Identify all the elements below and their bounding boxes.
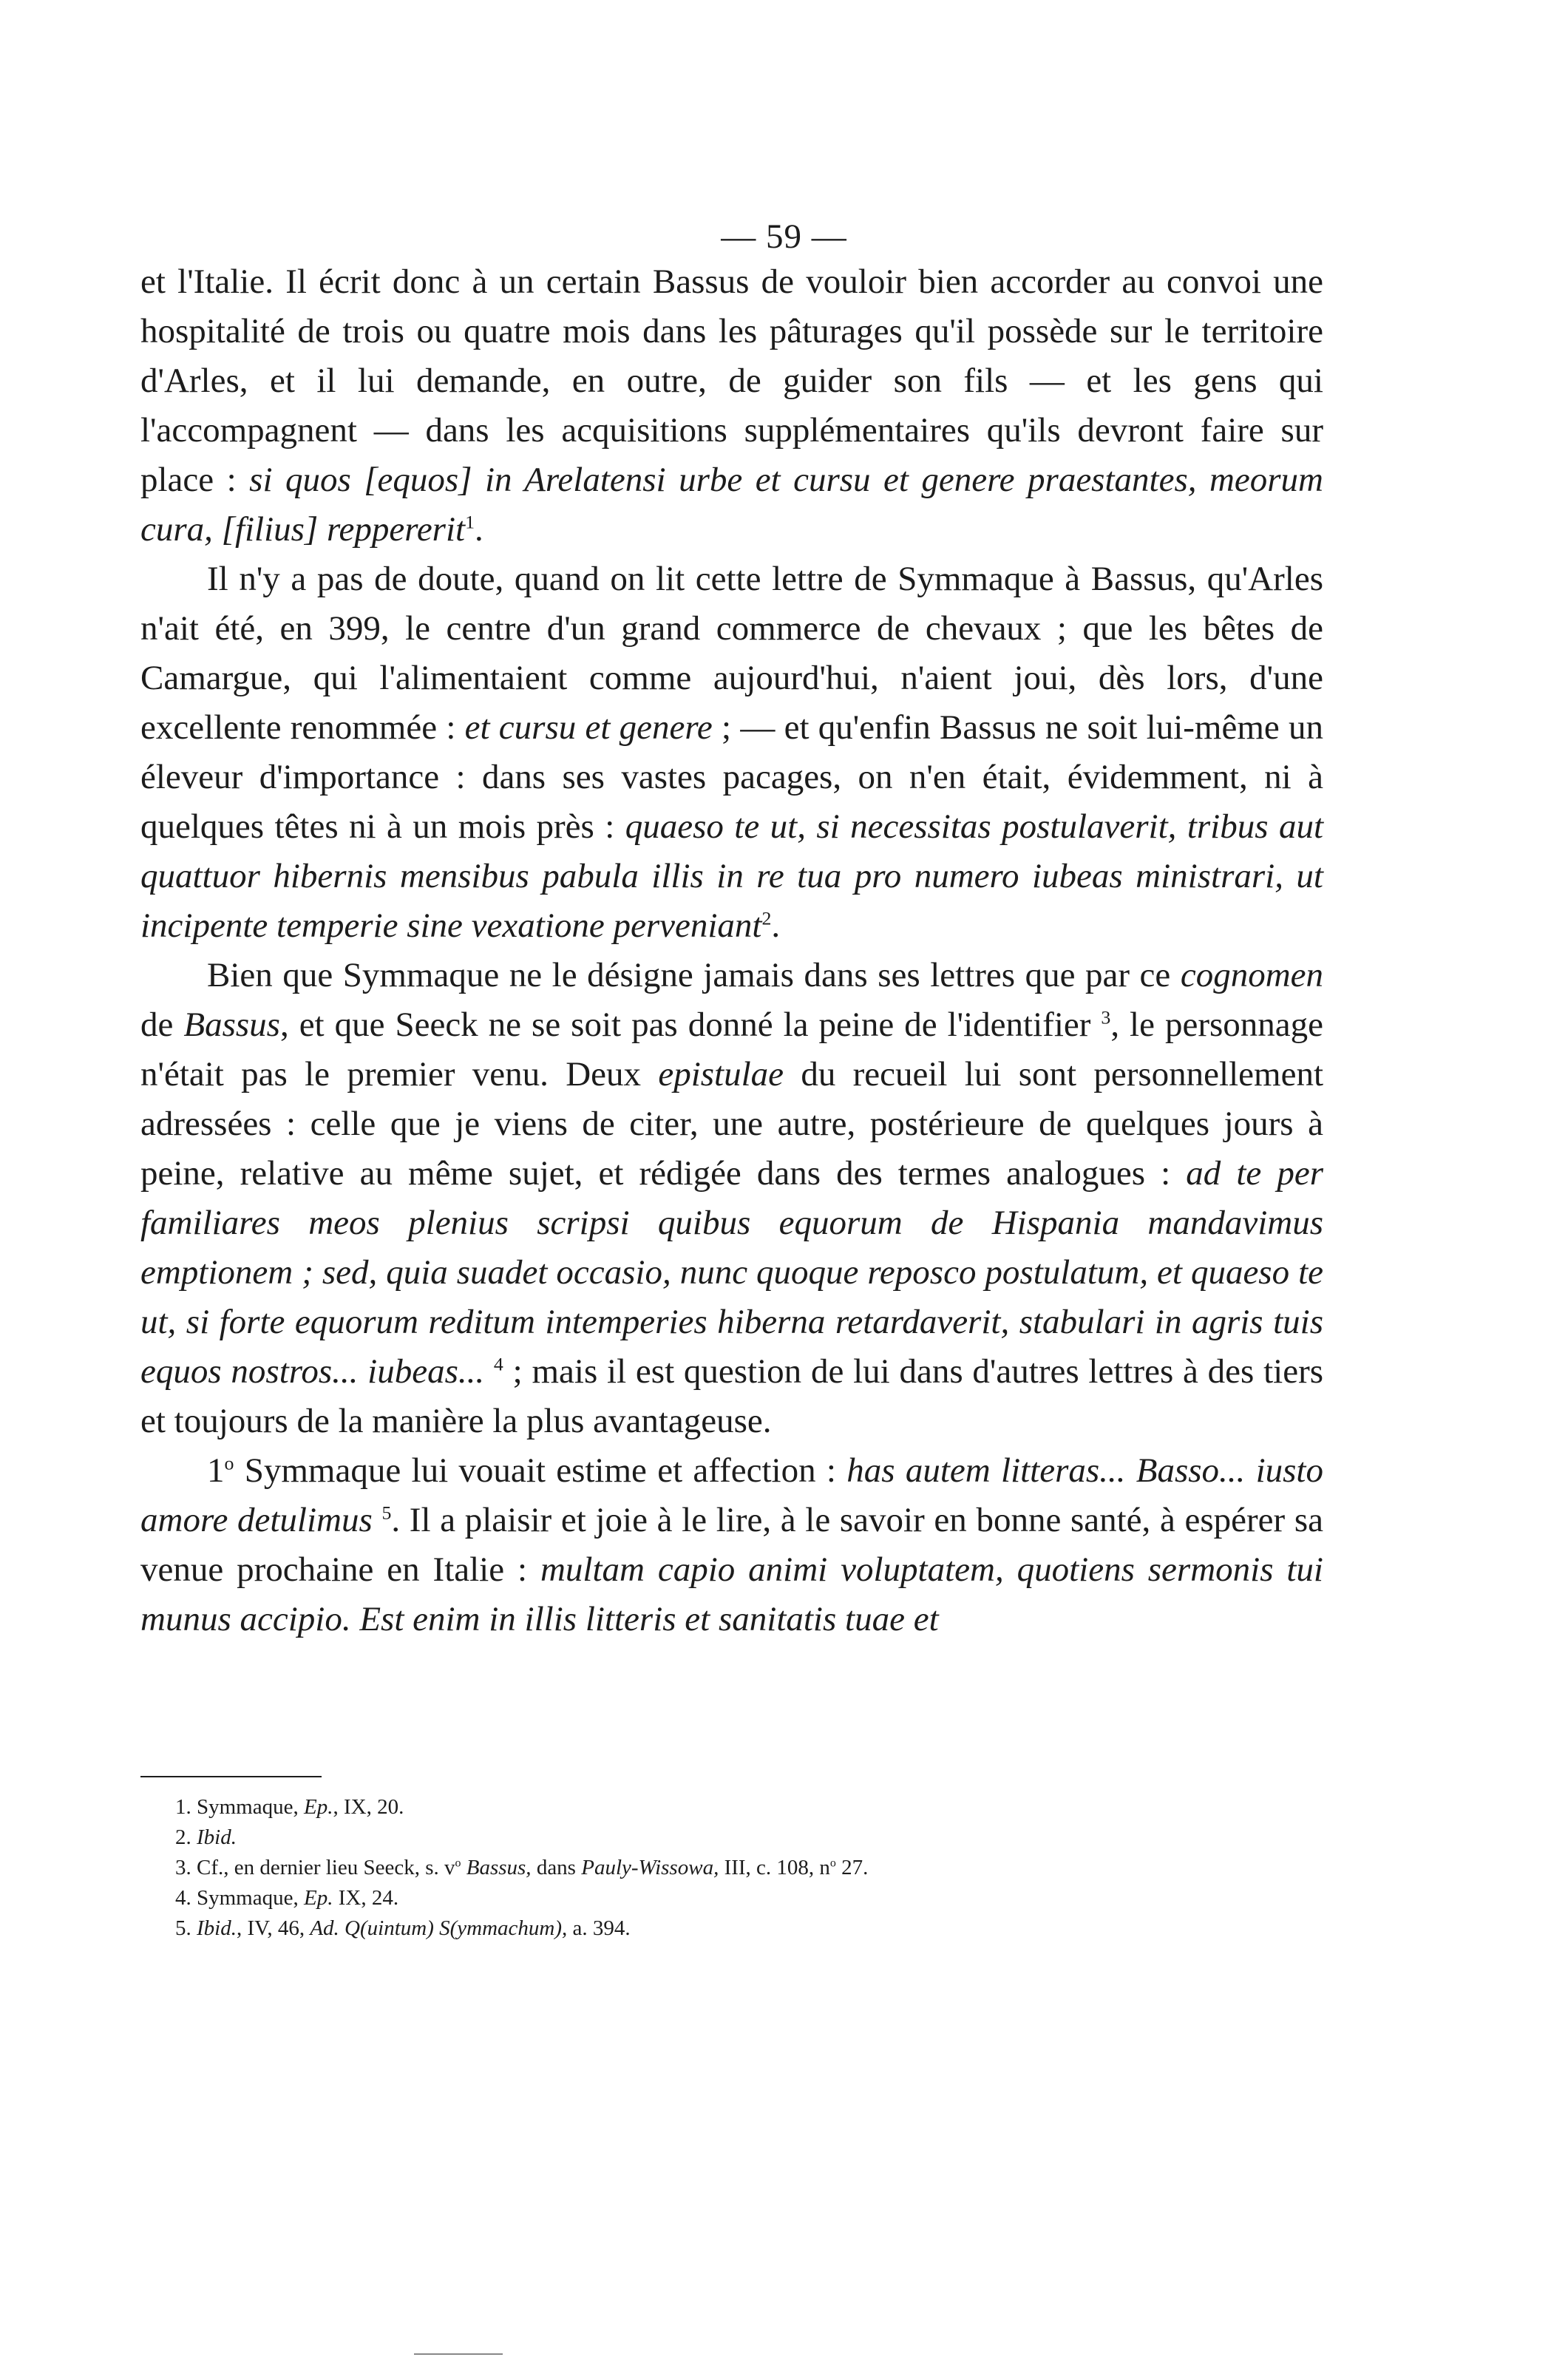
text-run: 1: [207, 1451, 225, 1490]
superscript: 3: [1101, 1006, 1111, 1028]
text-run: Il n'y a pas de doute, quand on lit cette lettre de Symmaque à Bassus, qu'Arles n'ait été, en 399, le centre d'un grand commerce de chevaux ; que les bêtes de Camargue, qui l'alimentaient comme aujourd'hui, n'aient joui, dès lors, d'une excellente renommée :: [140, 560, 1323, 747]
superscript: 2: [761, 907, 772, 929]
text-run: , le personnage n'était pas le premier venu. Deux: [140, 1006, 1323, 1093]
italic-text: quaeso te ut, si necessitas postulaverit, tribus aut quattuor hibernis mensibus pabula illis in re tua pro numero iubeas ministrari, ut incipente temperie sine vexatione perveniant: [140, 807, 1323, 945]
italic-text: epistulae: [658, 1055, 784, 1093]
superscript: o: [829, 1856, 836, 1870]
text-run: III, c. 108, n: [719, 1856, 830, 1879]
italic-text: Ibid.: [197, 1916, 237, 1940]
text-run: Bien que Symmaque ne le désigne jamais dans ses lettres que par ce: [207, 956, 1181, 994]
footnote: [175, 1822, 1328, 1853]
paragraph: [140, 257, 1323, 555]
italic-text: cognomen: [1180, 956, 1323, 994]
text-run: ; — et qu'enfin Bassus ne soit lui-même un éleveur d'importance : dans ses vastes pacages, on n'en était, évidemment, ni à quelques têtes ni à un mois près :: [140, 708, 1323, 846]
text-run: , IX, 20.: [333, 1795, 404, 1819]
body-text: [140, 257, 1323, 1644]
paragraph: [140, 1446, 1323, 1644]
paragraph: [140, 951, 1323, 1446]
text-run: [373, 1501, 382, 1539]
footnote: [175, 1913, 1328, 1944]
text-run: 3. Cf., en dernier lieu Seeck, s. v: [175, 1856, 455, 1879]
footnotes: [175, 1792, 1328, 1944]
text-run: [484, 1352, 494, 1391]
italic-text: Pauly-Wissowa,: [581, 1856, 719, 1879]
superscript: o: [224, 1452, 234, 1474]
superscript: 4: [493, 1353, 503, 1375]
text-run: .: [475, 510, 483, 549]
paragraph: [140, 555, 1323, 951]
footnote: [175, 1883, 1328, 1913]
text-run: du recueil lui sont personnellement adressées : celle que je viens de citer, une autre, postérieure de quelques jours à peine, relative au même sujet, et rédigée dans des termes analogues :: [140, 1055, 1323, 1193]
text-run: [461, 1856, 466, 1879]
text-run: 1. Symmaque,: [175, 1795, 304, 1819]
italic-text: multam capio animi voluptatem, quotiens sermonis tui munus accipio. Est enim in illis litteris et sanitatis tuae et: [140, 1550, 1323, 1638]
text-run: 4. Symmaque,: [175, 1886, 304, 1910]
text-run: 5.: [175, 1916, 197, 1940]
text-run: , et que Seeck ne se soit pas donné la peine de l'identifier: [279, 1006, 1102, 1044]
text-run: ; mais il est question de lui dans d'autres lettres à des tiers et toujours de la manière la plus avantageuse.: [140, 1352, 1324, 1440]
italic-text: Ad. Q(uintum) S(ymmachum),: [310, 1916, 568, 1940]
page-number: — 59 —: [721, 217, 847, 256]
text-run: a. 394.: [567, 1916, 631, 1940]
italic-text: Bassus,: [466, 1856, 532, 1879]
italic-text: Ep.: [304, 1795, 333, 1819]
footnote: [175, 1792, 1328, 1822]
text-run: Symmaque lui vouait estime et affection :: [234, 1451, 847, 1490]
text-run: et l'Italie. Il écrit donc à un certain Bassus de vouloir bien accorder au convoi une hospitalité de trois ou quatre mois dans les pâturages qu'il possède sur le territoire d'Arles, et il lui demande, en outre, de guider son fils — et les gens qui l'accompagnent — dans les acquisitions supplémentaires qu'ils devront faire sur place :: [140, 262, 1323, 499]
text-run: IX, 24.: [333, 1886, 399, 1910]
text-run: . Il a plaisir et joie à le lire, à le savoir en bonne santé, à espérer sa venue prochaine en Italie :: [140, 1501, 1323, 1589]
italic-text: si quos [equos] in Arelatensi urbe et cursu et genere praestantes, meorum cura, [filius] reppererit: [140, 461, 1323, 549]
superscript: 5: [381, 1502, 392, 1524]
italic-text: et cursu et genere: [464, 708, 713, 747]
superscript: o: [455, 1856, 461, 1870]
italic-text: ad te per familiares meos plenius scripsi quibus equorum de Hispania mandavimus emptionem ; sed, quia suadet occasio, nunc quoque reposco postulatum, et quaeso te ut, si forte equorum reditum intemperies hiberna retardaverit, stabulari in agris tuis equos nostros... iubeas...: [140, 1154, 1323, 1391]
text-run: 2.: [175, 1825, 197, 1849]
italic-text: has autem litteras... Basso... iusto amore detulimus: [140, 1451, 1323, 1539]
scan-mark: [414, 2353, 503, 2355]
italic-text: Bassus: [183, 1006, 280, 1044]
text-run: dans: [531, 1856, 582, 1879]
italic-text: Ep.: [304, 1886, 333, 1910]
text-run: de: [140, 1006, 184, 1044]
text-run: .: [771, 906, 781, 945]
superscript: 1: [465, 511, 475, 533]
text-run: 27.: [835, 1856, 869, 1879]
italic-text: Ibid.: [197, 1825, 237, 1849]
footnote-rule: [140, 1776, 322, 1777]
footnote: [175, 1853, 1328, 1883]
text-run: , IV, 46,: [236, 1916, 310, 1940]
